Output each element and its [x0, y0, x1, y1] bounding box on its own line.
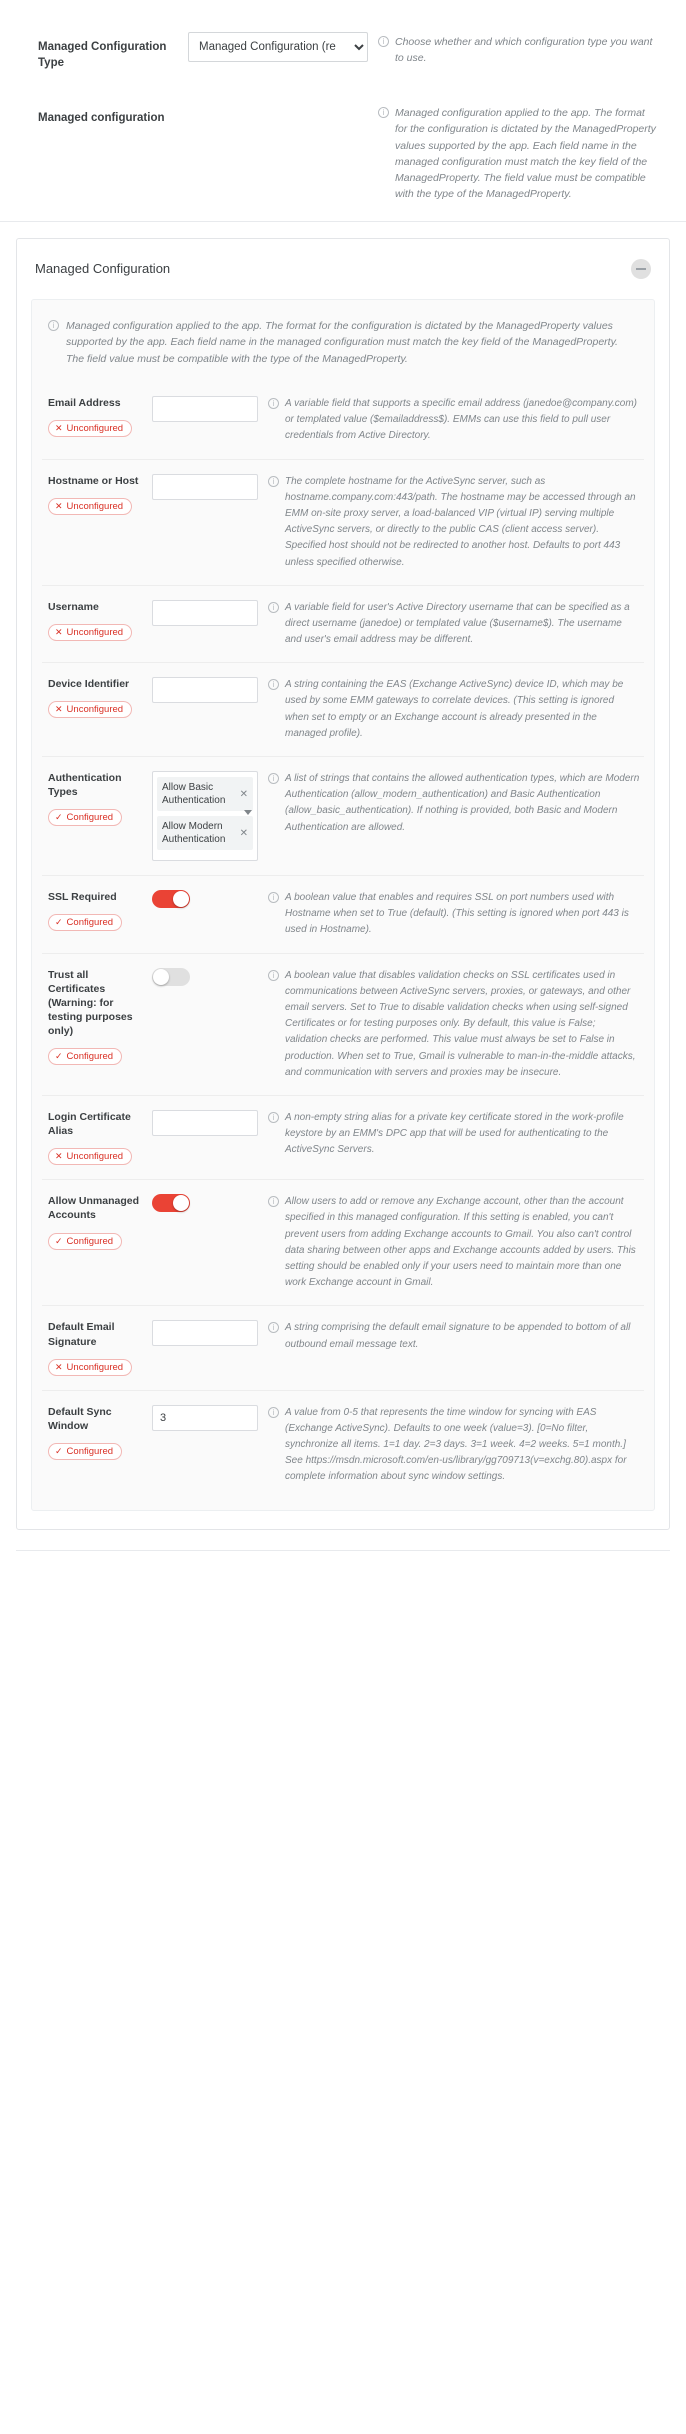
managed-configuration-intro	[42, 312, 644, 382]
info-icon: i	[268, 1112, 279, 1123]
status-badge	[48, 914, 122, 931]
close-icon: ✕	[55, 704, 63, 715]
field-help-text: Allow users to add or remove any Exchange account, other than the account specified in this managed configuration. If this setting is enabled, you can't prevent users from adding Exchange accounts to Gmail. You also can't control data sharing between other apps and Exchange accounts added by users. This setting should be enabled only if your users need to maintain more than one work Exchange account in Gmail.	[285, 1196, 636, 1289]
bottom-divider	[16, 1550, 670, 1560]
field-label-cell	[48, 771, 152, 826]
config-field-row	[42, 662, 644, 756]
managed-configuration-help-text: Managed configuration applied to the app. The format for the configuration is dictated by the ManagedProperty values supported by the app. Each field name in the managed configuration must match the key field of the ManagedProperty. The field value must be compatible with the type of the ManagedProperty.	[395, 107, 656, 201]
close-icon: ✕	[55, 1361, 63, 1372]
field-label: Default Email Signature	[48, 1321, 115, 1348]
multiselect-tag	[157, 816, 253, 850]
toggle-knob	[173, 1195, 189, 1211]
remove-tag-icon[interactable]: ✕	[239, 788, 248, 800]
close-icon: ✕	[55, 1151, 63, 1162]
status-badge	[48, 1233, 122, 1250]
close-icon: ✕	[55, 626, 63, 637]
check-icon: ✓	[55, 1051, 63, 1062]
multiselect-tag	[157, 777, 253, 811]
field-help-text: A non-empty string alias for a private key certificate stored in the work-profile keystore by an EMM's DPC app that will be used for authenticating to the ActiveSync Servers.	[285, 1111, 624, 1156]
text-input[interactable]	[152, 1320, 258, 1346]
close-icon: ✕	[55, 500, 63, 511]
managed-configuration-card-header	[17, 239, 669, 299]
info-icon: i	[378, 107, 389, 118]
field-label: SSL Required	[48, 891, 117, 904]
managed-configuration-intro-text: Managed configuration applied to the app. The format for the configuration is dictated by the ManagedProperty values supported by the app. Each field name in the managed configuration must match the key field of the ManagedProperty. The field value must be compatible with the type of the ManagedProperty.	[66, 319, 618, 366]
config-field-row	[42, 756, 644, 875]
text-input[interactable]	[152, 600, 258, 626]
multiselect[interactable]	[152, 771, 258, 861]
managed-configuration-row	[0, 89, 686, 221]
remove-tag-icon[interactable]: ✕	[239, 827, 248, 839]
status-badge	[48, 1048, 122, 1065]
field-help	[268, 474, 640, 571]
field-label-cell	[48, 1194, 152, 1249]
field-label-cell	[48, 968, 152, 1066]
status-badge	[48, 1148, 132, 1165]
field-label: Allow Unmanaged Accounts	[48, 1195, 140, 1222]
info-icon: i	[268, 602, 279, 613]
toggle-switch[interactable]	[152, 968, 190, 986]
config-type-select[interactable]	[188, 32, 368, 62]
field-label-cell	[48, 474, 152, 515]
close-icon: ✕	[55, 423, 63, 434]
multiselect-tag-label: Allow Basic Authentication	[162, 782, 226, 807]
info-icon: i	[268, 970, 279, 981]
config-field-row	[42, 382, 644, 459]
field-help-text: A variable field for user's Active Directory username that can be specified as a direct username (janedoe) or templated value ($username$). The username and user's email address may be different.	[285, 601, 630, 646]
field-label: Trust all Certificates (Warning: for testing purposes only)	[48, 968, 133, 1038]
config-type-label: Managed Configuration Type	[38, 41, 167, 69]
field-label: Email Address	[48, 397, 121, 410]
status-badge-label: Unconfigured	[66, 704, 124, 716]
field-help	[268, 771, 640, 836]
toggle-switch[interactable]	[152, 890, 190, 908]
field-label-cell	[48, 677, 152, 718]
field-control-cell	[152, 1405, 268, 1431]
config-field-row	[42, 1179, 644, 1305]
field-label-cell	[48, 396, 152, 437]
field-label-cell	[48, 1110, 152, 1165]
info-icon: i	[268, 679, 279, 690]
field-help-text: A boolean value that enables and requires SSL on port numbers used with Hostname when set to True (default). (This setting is ignored when port 443 is used in Hostname).	[285, 892, 629, 936]
fields-container	[42, 382, 644, 1500]
text-input[interactable]	[152, 1110, 258, 1136]
text-input[interactable]	[152, 396, 258, 422]
field-help-text: A string containing the EAS (Exchange ActiveSync) device ID, which may be used by some EMM gateways to correlate devices. (This setting is ignored when set to empty or an Exchange account is already presented in the managed profile).	[285, 679, 624, 739]
status-badge-label: Unconfigured	[66, 423, 124, 435]
field-label: Authentication Types	[48, 772, 122, 799]
check-icon: ✓	[55, 1235, 63, 1246]
toggle-knob	[153, 969, 169, 985]
field-control-cell	[152, 474, 268, 500]
field-control-cell	[152, 396, 268, 422]
status-badge-label: Configured	[66, 1235, 114, 1247]
config-field-row	[42, 1390, 644, 1500]
info-icon: i	[268, 476, 279, 487]
minus-circle-icon[interactable]	[631, 259, 651, 279]
info-icon: i	[268, 892, 279, 903]
managed-configuration-card-title: Managed Configuration	[35, 261, 171, 277]
info-icon: i	[268, 398, 279, 409]
text-input[interactable]	[152, 474, 258, 500]
field-help-text: A boolean value that disables validation checks on SSL certificates used in communications between ActiveSync servers, proxies, or gateways, and other email servers. Set to True to disable validation checks when using self-signed Certificates or for testing purposes only. By default, this value is False; validation checks are performed. This value must always be set to False in production. When set to True, Gmail is vulnerable to man-in-the-middle attacks, and communication with servers and proxies may be insecure.	[285, 969, 636, 1078]
managed-configuration-card	[16, 238, 670, 1530]
config-field-row	[42, 585, 644, 663]
chevron-down-icon[interactable]	[244, 810, 252, 815]
managed-configuration-label: Managed configuration	[38, 112, 165, 125]
field-help	[268, 1194, 640, 1291]
status-badge-label: Unconfigured	[66, 1151, 124, 1163]
status-badge-label: Configured	[66, 917, 114, 929]
field-control-cell	[152, 677, 268, 703]
field-help	[268, 890, 640, 939]
info-icon: i	[268, 1196, 279, 1207]
field-control-cell	[152, 600, 268, 626]
managed-configuration-help	[378, 103, 656, 203]
status-badge-label: Unconfigured	[66, 626, 124, 638]
status-badge-label: Configured	[66, 812, 114, 824]
field-help-text: A string comprising the default email signature to be appended to bottom of all outbound email message text.	[285, 1322, 631, 1350]
field-help	[268, 1320, 640, 1352]
check-icon: ✓	[55, 812, 63, 823]
field-help	[268, 600, 640, 649]
config-field-row	[42, 953, 644, 1095]
check-icon: ✓	[55, 917, 63, 928]
field-help-text: The complete hostname for the ActiveSync server, such as hostname.company.com:443/path. The hostname may be accessed through an EMM on-site proxy server, a load-balanced VIP (virtual IP) serving multiple ActiveSync servers, or directly to the public CAS (client access server). Specified host should not be redirected to another host. Defaults to port 443 unless specified otherwise.	[285, 475, 636, 568]
config-type-row	[0, 18, 686, 89]
text-input[interactable]	[152, 1405, 258, 1431]
field-control-cell	[152, 1110, 268, 1136]
field-label: Username	[48, 600, 99, 613]
status-badge	[48, 809, 122, 826]
config-type-help	[378, 32, 656, 67]
field-label-cell	[48, 890, 152, 931]
status-badge-label: Configured	[66, 1446, 114, 1458]
check-icon: ✓	[55, 1446, 63, 1457]
text-input[interactable]	[152, 677, 258, 703]
field-help-text: A variable field that supports a specific email address (janedoe@company.com) or templated value ($emailaddress$). EMMs can use this field to pull user credentials from Active Directory.	[285, 398, 637, 442]
status-badge-label: Unconfigured	[66, 500, 124, 512]
config-type-help-text: Choose whether and which configuration type you want to use.	[395, 36, 653, 65]
field-control-cell	[152, 968, 268, 991]
field-help	[268, 1110, 640, 1159]
info-icon: i	[48, 320, 59, 331]
field-help	[268, 968, 640, 1081]
field-control-cell	[152, 1194, 268, 1217]
info-icon: i	[378, 36, 389, 47]
field-label: Login Certificate Alias	[48, 1110, 131, 1138]
field-help	[268, 396, 640, 445]
top-section	[0, 0, 686, 222]
toggle-switch[interactable]	[152, 1194, 190, 1212]
field-label: Device Identifier	[48, 678, 130, 691]
field-label-cell	[48, 1405, 152, 1460]
config-field-row	[42, 459, 644, 585]
field-label-cell	[48, 600, 152, 641]
config-field-row	[42, 1095, 644, 1179]
status-badge	[48, 1443, 122, 1460]
multiselect-tag-label: Allow Modern Authentication	[162, 821, 226, 846]
info-icon: i	[268, 1407, 279, 1418]
info-icon: i	[268, 1322, 279, 1333]
status-badge-label: Unconfigured	[66, 1361, 124, 1373]
toggle-knob	[173, 891, 189, 907]
field-help	[268, 677, 640, 742]
field-label-cell	[48, 1320, 152, 1375]
status-badge	[48, 420, 132, 437]
status-badge	[48, 624, 132, 641]
field-label: Hostname or Host	[48, 474, 139, 487]
status-badge	[48, 701, 132, 718]
field-control-cell	[152, 1320, 268, 1346]
info-icon: i	[268, 773, 279, 784]
config-type-control	[188, 32, 378, 62]
field-control-cell	[152, 890, 268, 913]
config-field-row	[42, 1305, 644, 1389]
status-badge	[48, 1359, 132, 1376]
field-control-cell	[152, 771, 268, 861]
field-help-text: A list of strings that contains the allowed authentication types, which are Modern Authentication (allow_modern_authentication) and Basic Authentication (allow_basic_authentication). If nothing is provided, both Basic and Modern Authentication are allowed.	[285, 773, 640, 833]
field-help-text: A value from 0-5 that represents the time window for syncing with EAS (Exchange ActiveSync). Defaults to one week (value=3). [0=No filter, synchronize all items. 1=1 day. 2=3 days. 3=1 week. 4=2 weeks. 5=1 month.] See https://msdn.microsoft.com/en-us/library/gg709713(v=exchg.80).aspx for complete information about sync window settings.	[285, 1406, 627, 1483]
field-label: Default Sync Window	[48, 1405, 112, 1432]
field-help	[268, 1405, 640, 1486]
config-field-row	[42, 875, 644, 953]
managed-configuration-body	[31, 299, 655, 1511]
status-badge	[48, 498, 132, 515]
status-badge-label: Configured	[66, 1051, 114, 1063]
